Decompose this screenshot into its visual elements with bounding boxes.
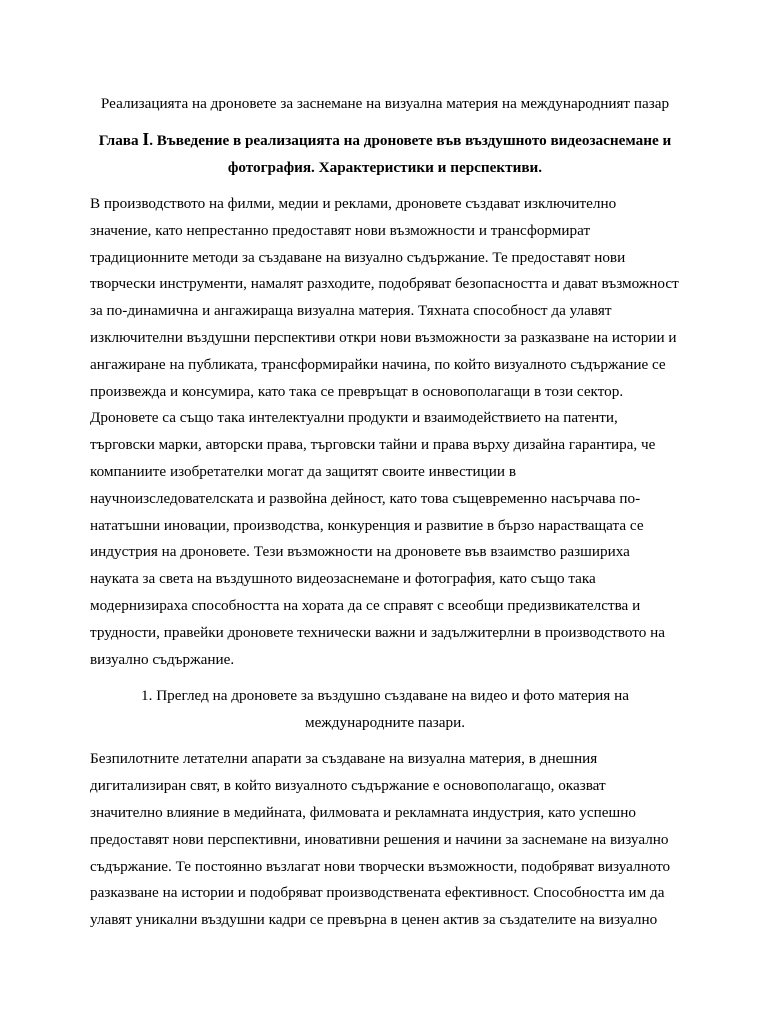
paragraph-line: модернизираха способността на хората да се справят с всеобщи предизвикателства и	[90, 596, 641, 614]
paragraph-line: трудности, правейки дроновете технически важни и задължитерлни в производството на	[90, 623, 665, 641]
chapter-numeral: I	[142, 129, 150, 149]
chapter-title-line1: . Въведение в реализацията на дроновете във въздушното видеозаснемане и	[149, 132, 672, 149]
chapter-heading	[90, 126, 680, 181]
paragraph-line: научноизследователската и развойна дейност, като това същевременно насърчава по-	[90, 489, 641, 507]
paragraph-line: произвежда и консумира, като така се превръщат в основополагащи в този сектор.	[90, 382, 624, 400]
paragraph-line: разказване на истории и подобряват производствената ефективност. Способността им да	[90, 884, 665, 902]
paragraph-line: Дроновете са също така интелектуални продукти и взаимодействието на патенти,	[90, 409, 618, 427]
paragraph-line: творчески инструменти, намалят разходите, подобряват безопасността и дават възможност	[90, 275, 679, 293]
paragraph-line: компаниите изобретателки могат да защитят своите инвестиции в	[90, 462, 516, 480]
document-title: Реализацията на дроновете за заснемане на визуална материя на международният пазар	[100, 95, 670, 112]
paragraph-line: нататъшни иновации, производства, конкуренция и развитие в бързо нарастващата се	[90, 516, 644, 534]
paragraph-line: Безпилотните летателни апарати за създаване на визуална материя, в днешния	[90, 750, 598, 768]
paragraph-line: изключителни въздушни перспективи откри нови възможности за разказване на истории и	[90, 328, 677, 346]
paragraph-line: съдържание. Те постоянно възлагат нови творчески възможности, подобряват визуалното	[90, 857, 671, 875]
chapter-prefix: Глава	[98, 132, 143, 149]
paragraph-line: ангажиране на публиката, трансформирайки начина, по който визуалното съдържание се	[90, 355, 666, 373]
paragraph-line: значение, като непрестанно предоставят нови възможности и трансформират	[90, 221, 591, 239]
paragraph-intro	[90, 191, 680, 673]
section-heading-line2: международните пазари.	[304, 714, 466, 732]
section-heading	[90, 682, 680, 736]
paragraph-line: визуално съдържание.	[90, 650, 235, 668]
paragraph-line: науката за света на въздушното видеозаснемане и фотография, като също така	[90, 570, 596, 588]
paragraph-overview	[90, 746, 680, 934]
paragraph-line: значително влияние в медийната, филмовата и рекламната индустрия, като успешно	[90, 803, 636, 821]
paragraph-line: индустрия на дроновете. Тези възможности на дроновете във взаимство разшириха	[90, 543, 630, 561]
paragraph-line: за по-динамична и ангажираща визуална материя. Тяхната способност да улавят	[90, 302, 612, 320]
section-heading-line1: 1. Преглед на дроновете за въздушно създаване на видео и фото материя на	[141, 687, 629, 705]
document-body	[90, 91, 680, 934]
paragraph-line: улавят уникални въздушни кадри се превърна в ценен актив за създателите на визуално	[90, 911, 658, 929]
paragraph-line: В производството на филми, медии и реклами, дроновете създават изключително	[90, 195, 617, 212]
chapter-title-line2: фотография. Характеристики и перспективи.	[227, 159, 543, 176]
paragraph-line: предоставят нови перспективни, иновативни решения и начини за заснемане на визуално	[90, 830, 669, 848]
paragraph-line: дигитализиран свят, в който визуалното съдържание е основополагащо, оказват	[90, 777, 606, 795]
paragraph-line: търговски марки, авторски права, търговски тайни и права върху дизайна гарантира, че	[90, 436, 656, 454]
paragraph-line: традиционните методи за създаване на визуално съдържание. Те предоставят нови	[90, 248, 626, 266]
